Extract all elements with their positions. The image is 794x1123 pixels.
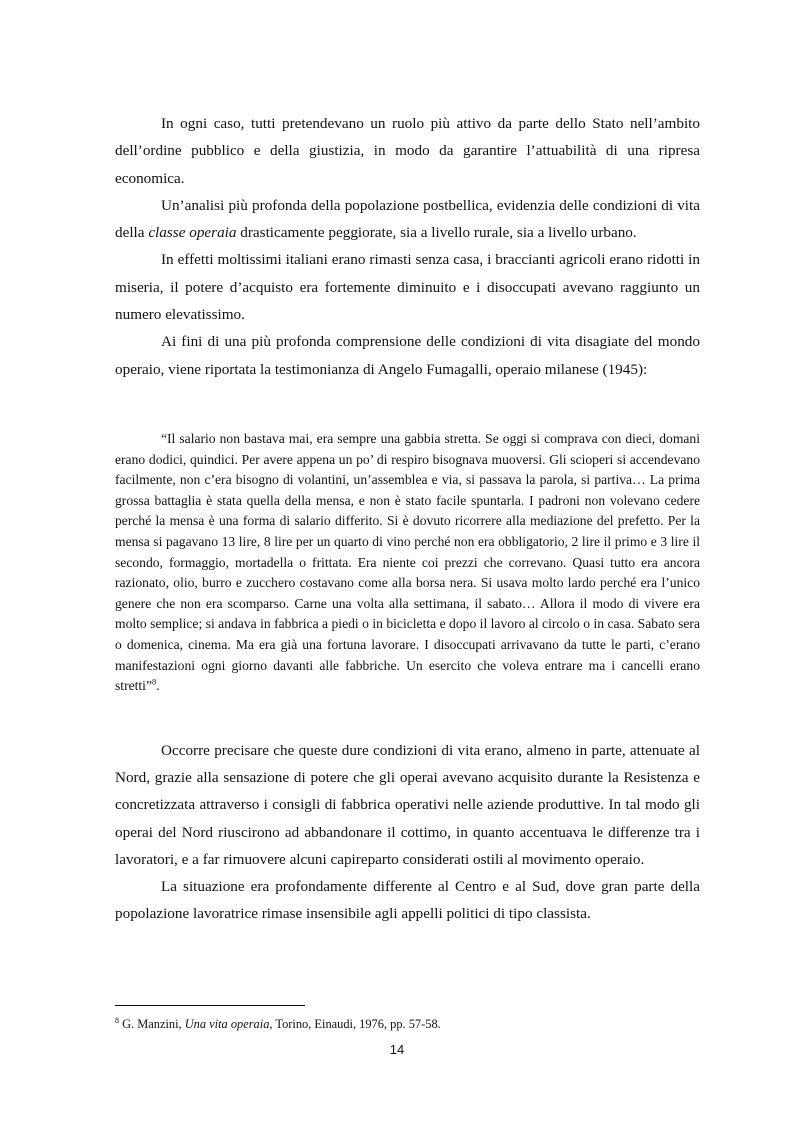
footnote-details: , Torino, Einaudi, 1976, pp. 57-58.	[269, 1017, 441, 1031]
block-quote	[115, 429, 700, 697]
intro-paragraphs	[115, 110, 700, 383]
paragraph-homeless: In effetti moltissimi italiani erano rimasti senza casa, i braccianti agricoli erano ridotti in miseria, il potere d’acquisto era fortemente diminuito e i disoccupati avevano raggiunto un numero elevatissimo.	[115, 251, 700, 324]
footnote-title: Una vita operaia	[184, 1017, 270, 1031]
quote-end-punctuation: .	[156, 678, 160, 694]
quote-body: “Il salario non bastava mai, era sempre una gabbia stretta. Se oggi si comprava con dieci, domani erano dodici, quindici. Per avere appena un po’ di respiro bisognava muoversi. Gli scioperi si accendevano facilmente, non c’era bisogno di volantini, un’assemblea e via, si passava la parola, si partiva… La prima grossa battaglia è stata quella della mensa, e non è stato facile spuntarla. I padroni non volevano cedere perché la mensa è una forma di salario differito. Si è dovuto ricorrere alla mediazione del prefetto. Per la mensa si pagavano 13 lire, 8 lire per un quarto di vino perché non era obbligatorio, 2 lire il primo e 3 lire il secondo, formaggio, mortadella o frittata. Era niente coi prezzi che correvano. Quasi tutto era ancora razionato, olio, burro e zucchero costavano come alla borsa nera. Si usava molto lardo perché era l’unico genere che non era scomparso. Carne una volta alla settimana, il sabato… Allora il modo di vivere era molto semplice; si andava in fabbrica a piedi o in bicicletta e dopo il lavoro al circolo o in casa. Sabato sera o domenica, cinema. Ma era già una fortuna lavorare. I disoccupati arrivavano da tutte le parti, c’erano manifestazioni ogni giorno davanti alle fabbriche. Un esercito che voleva entrare ma i cancelli erano stretti”	[115, 430, 700, 694]
paragraph-testimony-intro: Ai fini di una più profonda comprensione delle condizioni di vita disagiate del mondo operaio, viene riportata la testimonianza di Angelo Fumagalli, operaio milanese (1945):	[115, 333, 700, 378]
footnote-divider	[115, 1005, 305, 1006]
page-body	[115, 110, 700, 928]
paragraph-public-order: In ogni caso, tutti pretendevano un ruolo più attivo da parte dello Stato nell’ambito dell’ordine pubblico e della giustizia, in modo da garantire l’attuabilità di una ripresa economica.	[115, 115, 700, 187]
paragraph-working-class-start: Un’analisi più profonda della popolazione postbellica, evidenzia delle condizioni di vita della	[115, 196, 700, 242]
quote-text	[115, 429, 700, 697]
page-number: 14	[389, 1042, 405, 1057]
footnote-reference[interactable]: 8	[152, 676, 157, 687]
paragraph-working-class-emphasis: classe operaia	[148, 224, 237, 242]
paragraph-working-class-end: drasticamente peggiorate, sia a livello rurale, sia a livello urbano.	[236, 224, 637, 242]
closing-paragraphs	[115, 737, 700, 928]
paragraph-south: La situazione era profondamente differente al Centro e al Sud, dove gran parte della popolazione lavoratrice rimase insensibile agli appelli politici di tipo classista.	[115, 878, 700, 923]
footnote-author: G. Manzini,	[119, 1017, 185, 1031]
footnote-number: 8	[115, 1015, 119, 1025]
paragraph-working-class	[115, 192, 700, 247]
footnote	[115, 1016, 700, 1032]
paragraph-north: Occorre precisare che queste dure condizioni di vita erano, almeno in parte, attenuate al Nord, grazie alla sensazione di potere che gli operai avevano acquisito durante la Resistenza e concretizzata attraverso i consigli di fabbrica operativi nelle aziende produttive. In tal modo gli operai del Nord riuscirono ad abbandonare il cottimo, in quanto accentuava le differenze tra i lavoratori, e a far rimuovere alcuni capireparto considerati ostili al movimento operaio.	[115, 741, 700, 868]
